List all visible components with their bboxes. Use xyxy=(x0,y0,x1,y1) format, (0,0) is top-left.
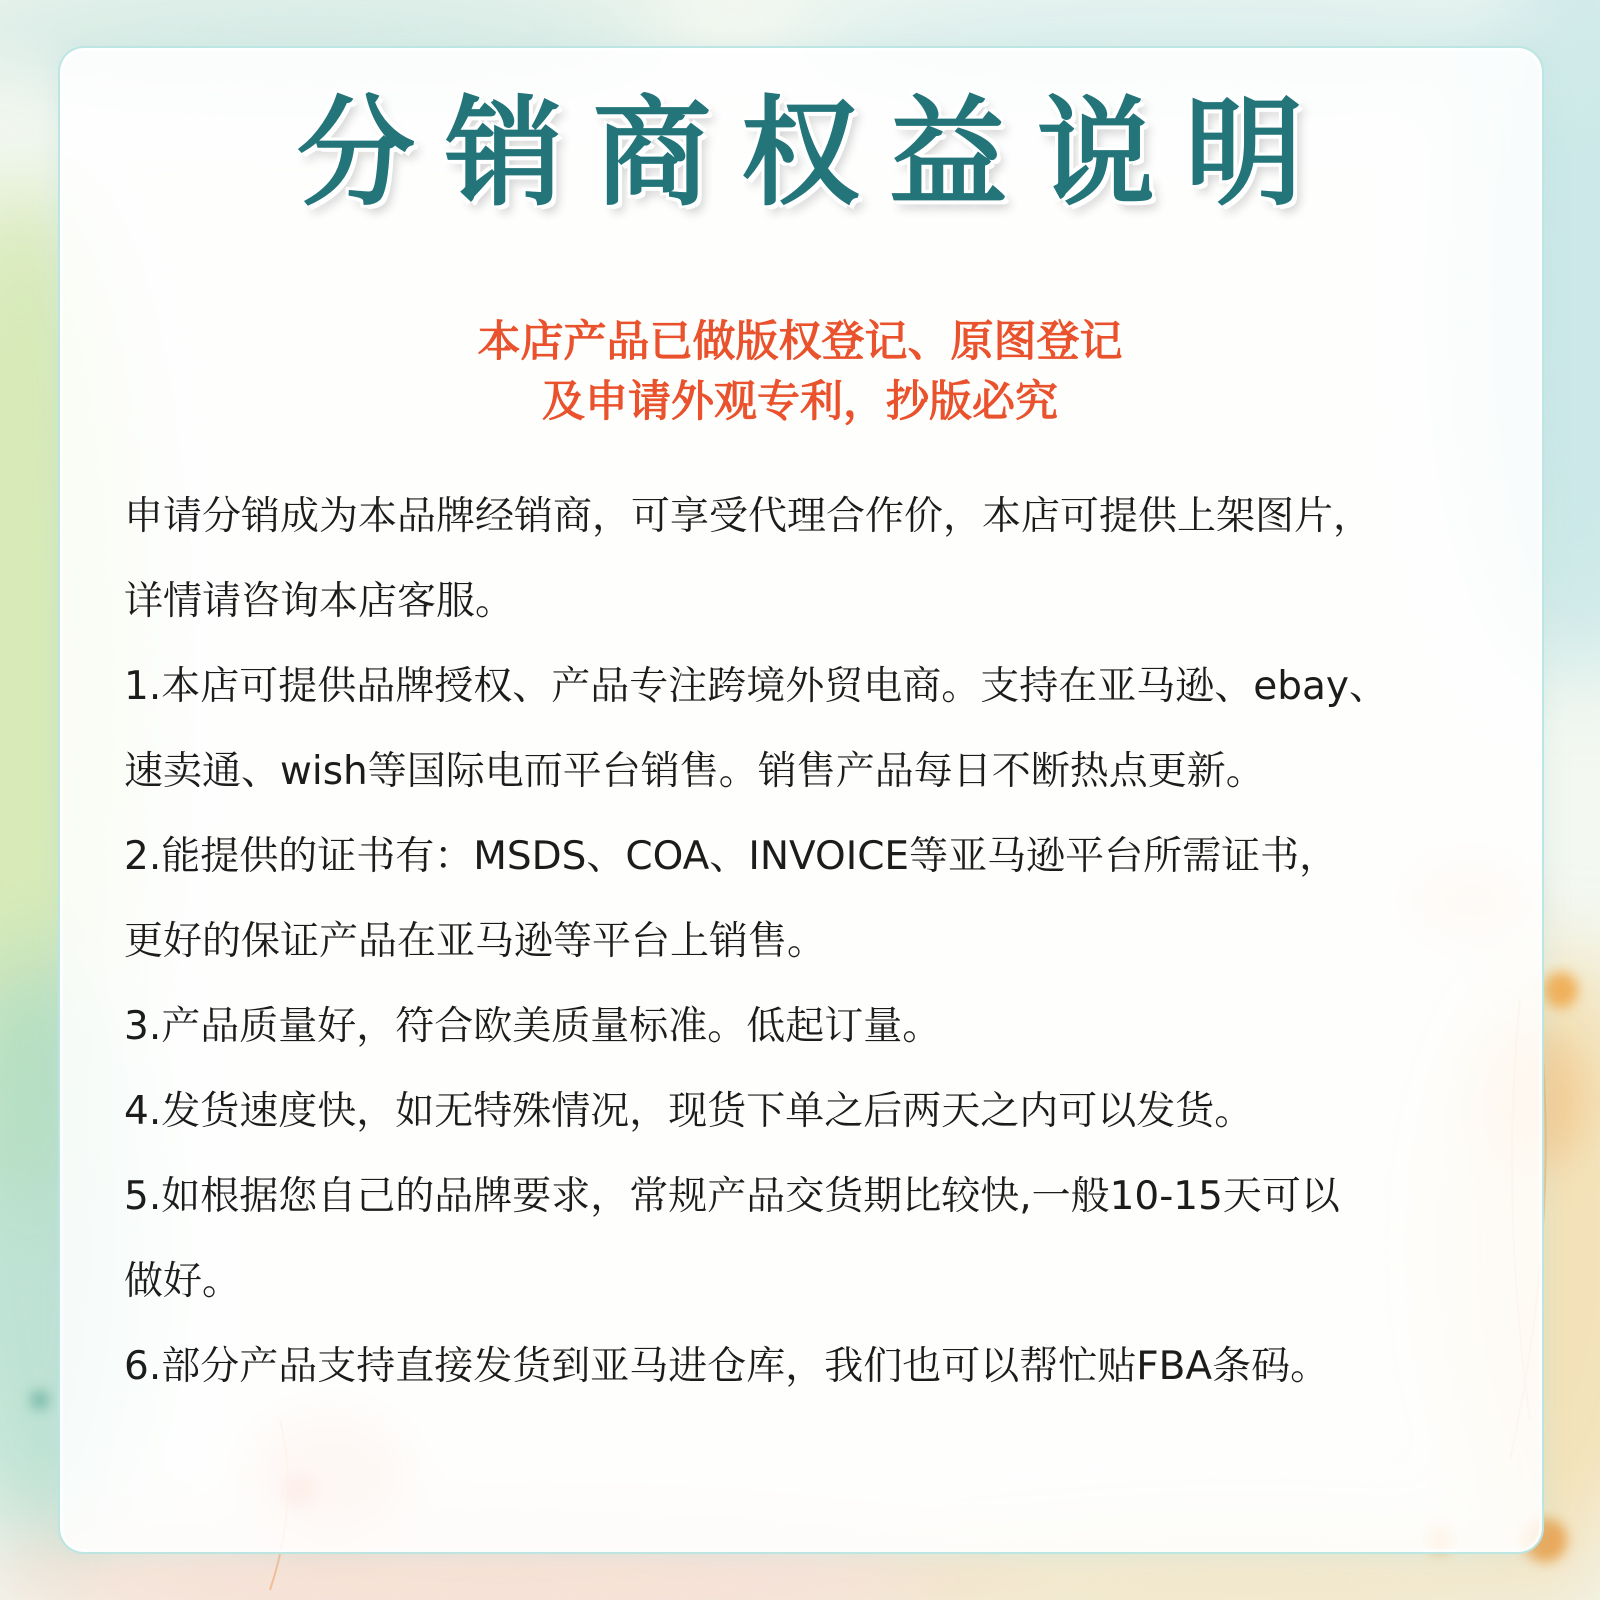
item-1-line-2: 速卖通、wish等国际电而平台销售。销售产品每日不断热点更新。 xyxy=(124,749,1265,794)
item-3: 3.产品质量好，符合欧美质量标准。低起订量。 xyxy=(124,1004,942,1049)
intro-line-1: 申请分销成为本品牌经销商，可享受代理合作价，本店可提供上架图片， xyxy=(124,494,1373,539)
benefits-text xyxy=(124,474,1484,1409)
item-6: 6.部分产品支持直接发货到亚马进仓库，我们也可以帮忙贴FBA条码。 xyxy=(124,1344,1330,1389)
item-1-line-1: 1.本店可提供品牌授权、产品专注跨境外贸电商。支持在亚马逊、ebay、 xyxy=(124,664,1388,709)
item-4: 4.发货速度快，如无特殊情况，现货下单之后两天之内可以发货。 xyxy=(124,1089,1254,1134)
item-5-line-1: 5.如根据您自己的品牌要求，常规产品交货期比较快,一般10-15天可以 xyxy=(124,1174,1340,1219)
notice-line-1: 本店产品已做版权登记、原图登记 xyxy=(477,317,1123,367)
copyright-notice xyxy=(0,312,1600,432)
intro-line-2: 详情请咨询本店客服。 xyxy=(124,579,515,624)
page-title: 分销商权益说明 xyxy=(296,84,1333,222)
item-2-line-2: 更好的保证产品在亚马逊等平台上销售。 xyxy=(124,919,827,964)
item-2-line-1: 2.能提供的证书有：MSDS、COA、INVOICE等亚马逊平台所需证书， xyxy=(124,834,1339,879)
notice-line-2: 及申请外观专利，抄版必究 xyxy=(542,377,1058,427)
item-5-line-2: 做好。 xyxy=(124,1259,242,1304)
